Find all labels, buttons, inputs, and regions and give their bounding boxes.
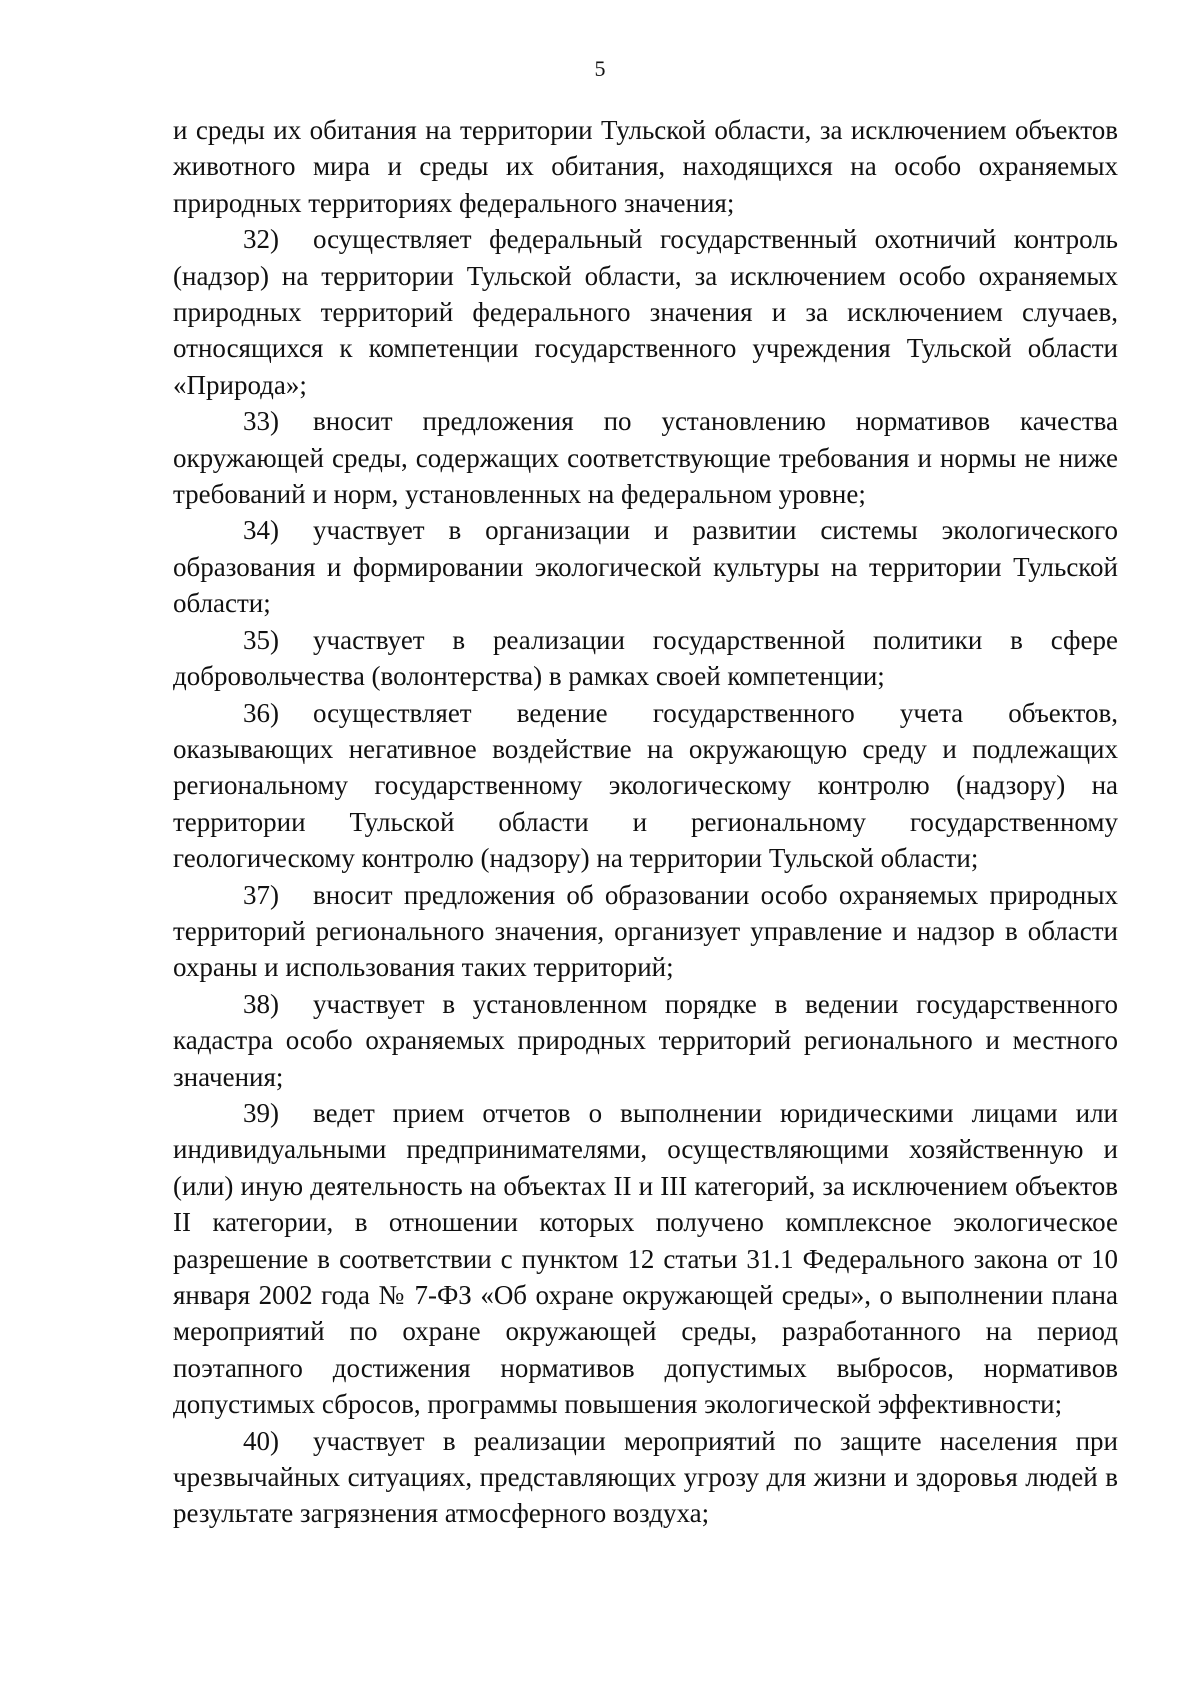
list-item	[173, 877, 1118, 986]
list-item	[173, 221, 1118, 403]
item-text: вносит предложения об образовании особо охраняемых природных территорий регионального значения, организует управление и надзор в области охраны и использования таких территорий;	[173, 879, 1118, 983]
list-item	[173, 403, 1118, 512]
item-text: участвует в организации и развитии системы экологического образования и формировании экологической культуры на территории Тульской области;	[173, 515, 1118, 619]
paragraph-continuation: и среды их обитания на территории Тульской области, за исключением объектов животного мира и среды их обитания, находящихся на особо охраняемых природных территориях федерального значения;	[173, 115, 1118, 218]
item-number: 34)	[243, 515, 279, 546]
item-number: 40)	[243, 1425, 279, 1456]
list-item	[173, 1095, 1118, 1423]
list-item	[173, 512, 1118, 621]
item-text: участвует в реализации мероприятий по защите населения при чрезвычайных ситуациях, представляющих угрозу для жизни и здоровья людей в результате загрязнения атмосферного воздуха;	[173, 1425, 1118, 1529]
item-number: 36)	[243, 697, 279, 728]
item-number: 33)	[243, 406, 279, 437]
item-number: 32)	[243, 224, 279, 255]
list-item	[173, 986, 1118, 1095]
document-body	[173, 112, 1118, 1532]
list-item	[173, 1423, 1118, 1532]
item-number: 39)	[243, 1097, 279, 1128]
list-item	[173, 695, 1118, 877]
item-number: 38)	[243, 988, 279, 1019]
page-number: 5	[594, 56, 606, 81]
item-text: участвует в установленном порядке в ведении государственного кадастра особо охраняемых природных территорий регионального и местного значения;	[173, 988, 1118, 1092]
item-text: участвует в реализации государственной политики в сфере добровольчества (волонтерства) в рамках своей компетенции;	[173, 624, 1118, 692]
list-item	[173, 622, 1118, 695]
item-text: вносит предложения по установлению нормативов качества окружающей среды, содержащих соответствующие требования и нормы не ниже требований и норм, установленных на федеральном уровне;	[173, 406, 1118, 510]
item-text: осуществляет федеральный государственный охотничий контроль (надзор) на территории Тульской области, за исключением особо охраняемых природных территорий федерального значения и за исключением случаев, относящихся к компетенции государственного учреждения Тульской области «Природа»;	[173, 224, 1118, 400]
item-text: ведет прием отчетов о выполнении юридическими лицами или индивидуальными предпринимателями, осуществляющими хозяйственную и (или) иную деятельность на объектах II и III категорий, за исключением объектов II категории, в отношении которых получено комплексное экологическое разрешение в соответствии с пунктом 12 статьи 31.1 Федерального закона от 10 января 2002 года № 7-ФЗ «Об охране окружающей среды», о выполнении плана мероприятий по охране окружающей среды, разработанного на период поэтапного достижения нормативов допустимых выбросов, нормативов допустимых сбросов, программы повышения экологической эффективности;	[173, 1097, 1118, 1420]
item-number: 35)	[243, 624, 279, 655]
item-number: 37)	[243, 879, 279, 910]
item-text: осуществляет ведение государственного учета объектов, оказывающих негативное воздействие на окружающую среду и подлежащих региональному государственному экологическому контролю (надзору) на территории Тульской области и региональному государственному геологическому контролю (надзору) на территории Тульской области;	[173, 697, 1118, 874]
